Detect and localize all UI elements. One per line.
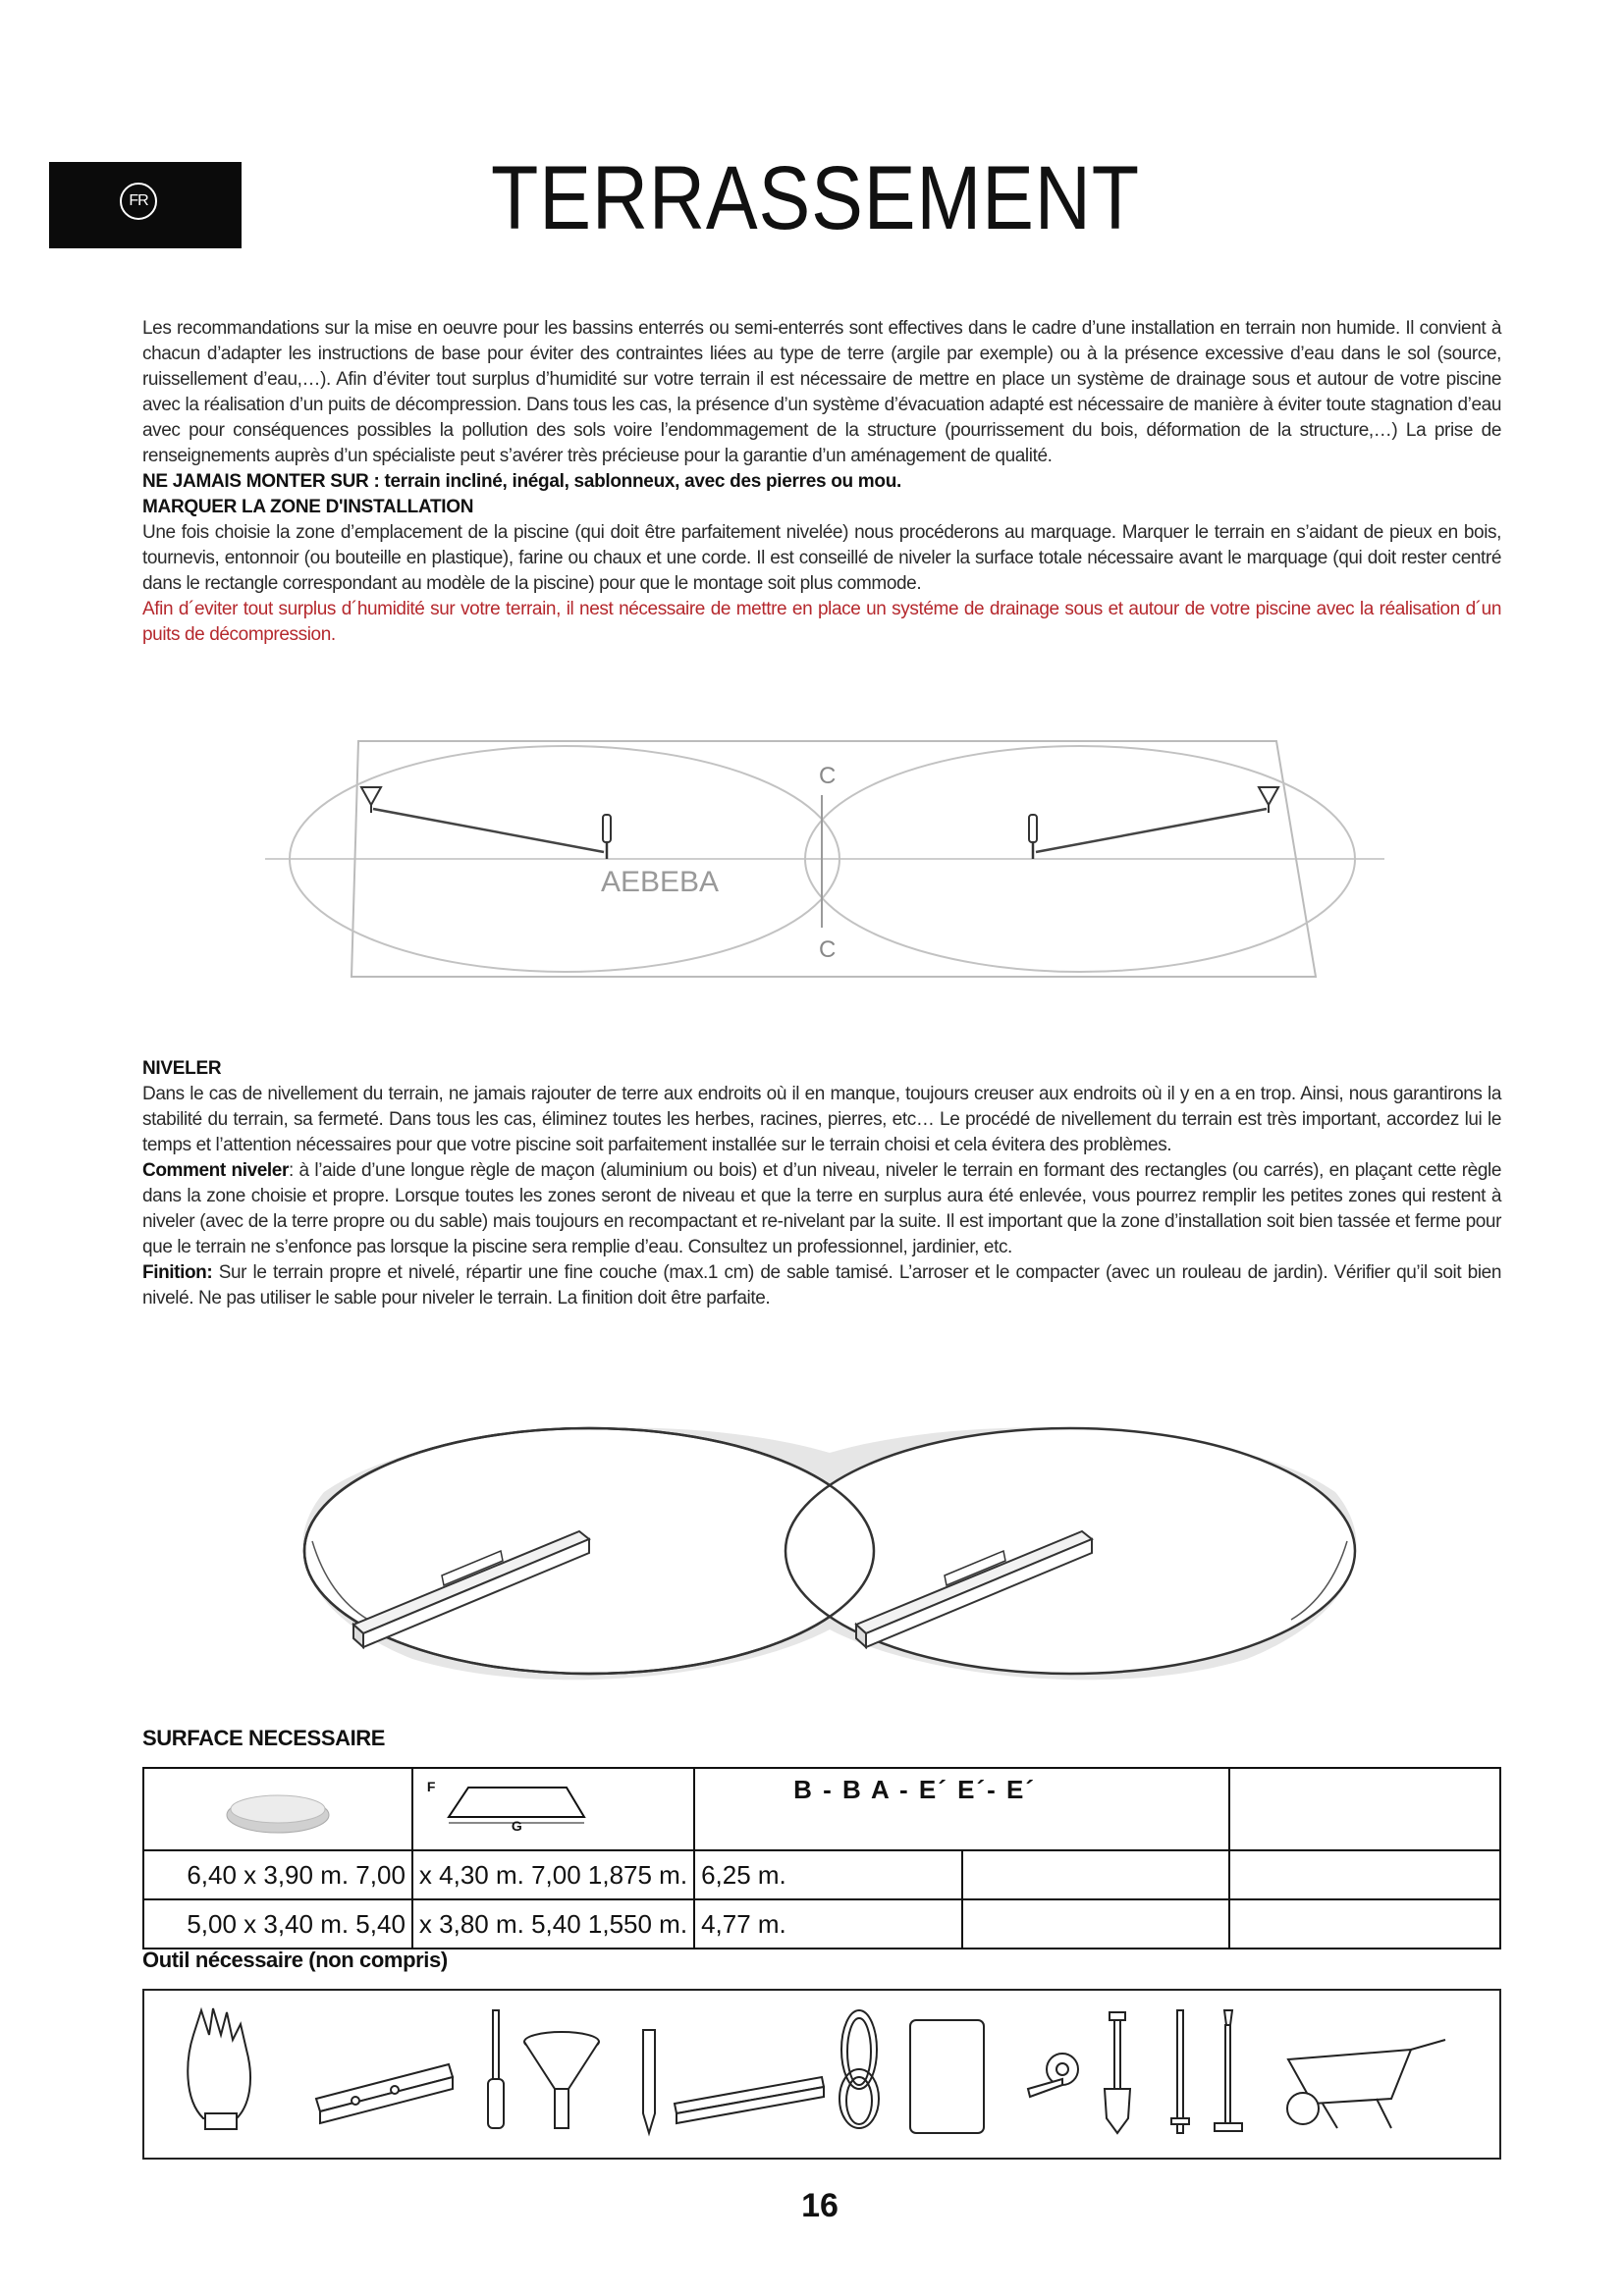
left-rope <box>373 809 604 852</box>
marking-diagram <box>255 726 1394 991</box>
row2-col1: 5,00 x 3,40 m. 5,40 <box>143 1899 412 1949</box>
table-row <box>143 1899 1500 1949</box>
finition-label: Finition: <box>142 1262 213 1283</box>
screwdriver-icon <box>488 2010 504 2128</box>
finition-paragraph <box>142 1260 1501 1311</box>
tape-measure-icon <box>1028 2054 1078 2097</box>
label-g: G <box>511 1818 522 1834</box>
row1-col5 <box>1229 1850 1500 1899</box>
label-f: F <box>426 1779 436 1794</box>
funnel-icon <box>524 2032 599 2128</box>
tools-title: Outil nécessaire (non compris) <box>142 1948 448 1972</box>
column-header: B - B A - E´ E´- E´ <box>694 1768 1229 1850</box>
niveler-title: NIVELER <box>142 1058 222 1079</box>
comment-label: Comment niveler <box>142 1160 289 1181</box>
wheelbarrow-icon <box>1287 2040 1445 2128</box>
row1-col3: 6,25 m. <box>694 1850 962 1899</box>
ruler-icon <box>675 2077 824 2123</box>
shovel-icon <box>1105 2012 1130 2133</box>
rake-icon <box>1215 2010 1242 2131</box>
level-icon <box>316 2064 453 2123</box>
language-badge: FR <box>120 183 157 220</box>
sand-bag-icon <box>910 2020 984 2133</box>
row2-col3: 4,77 m. <box>694 1899 962 1949</box>
empty-header-cell <box>1229 1768 1500 1850</box>
rope-icon <box>839 2010 879 2128</box>
surface-table <box>142 1767 1501 1949</box>
comment-text: : à l’aide d’une longue règle de maçon (aluminium ou bois) et d’un niveau, niveler le terrain en formant des rectangles (ou carrés), en plaçant cette règle dans la zone choisie et propre. Lorsque toutes les zones seront de niveau et que la terre en surplus aura été enlevée, vous pourrez remplir les petites zones qui restent à niveler (avec de la terre propre ou du sable) mais toujours en recompactant et re-nivelant par la suite. Il est important que la zone d’installation soit bien tassée et ferme pour que le terrain ne s’enfonce pas lorsque la piscine sera remplie d’eau. Consultez un professionnel, jardinier, etc. <box>142 1160 1501 1257</box>
page-number: 16 <box>801 2187 839 2224</box>
intro-paragraph: Les recommandations sur la mise en oeuvre pour les bassins enterrés ou semi-enterrés sont effectives dans le cadre d’une installation en terrain non humide. Il convient à chacun d’adapter les instructions de base pour éviter des contraintes liées au type de terre (argile par exemple) ou à la présence excessive d’eau dans le sol (source, ruissellement d’eau,…). Afin d’éviter tout surplus d’humidité sur votre terrain il est nécessaire de mettre en place un système de drainage sous et autour de votre piscine avec la réalisation d’un puits de décompression. Dans tous les cas, la présence d’un système d’évacuation adapté est nécessaire de manière à éviter toute stagnation d’eau avec pour conséquences possibles la pollution des sols voire l’endommagement de la structure (pourrissement du bois, déformation de la structure,…) La prise de renseignements auprès d’un spécialiste peut s’avérer très précieuse pour la garantie d’un aménagement de qualité. <box>142 318 1501 466</box>
label-c-top: C <box>819 763 837 789</box>
niveler-paragraph: Dans le cas de nivellement du terrain, ne jamais rajouter de terre aux endroits où il en manque, toujours creuser aux endroits où il y en a en trop. Ainsi, nous garantirons la stabilité du terrain, sa fermeté. Dans tous les cas, éliminez toutes les herbes, racines, pierres, etc… Le procédé de nivellement du terrain est très important, accordez lui le temps et l’attention nécessaires pour que votre piscine soit parfaitement installée sur le terrain choisi et cela évitera des problèmes. <box>142 1084 1501 1155</box>
table-row <box>143 1850 1500 1899</box>
stake-icon <box>643 2030 655 2133</box>
row2-col4 <box>962 1899 1229 1949</box>
comment-paragraph <box>142 1158 1501 1260</box>
row1-col4 <box>962 1850 1229 1899</box>
leveling-diagram <box>285 1414 1375 1688</box>
pool-shape-icon <box>219 1788 337 1837</box>
row1-col2: x 4,30 m. 7,00 1,875 m. <box>412 1850 694 1899</box>
row2-col2: x 3,80 m. 5,40 1,550 m. <box>412 1899 694 1949</box>
tools-panel <box>142 1989 1501 2160</box>
gloves-icon <box>188 2008 250 2129</box>
marquer-paragraph: Une fois choisie la zone d’emplacement de la piscine (qui doit être parfaitement nivelée) nous procéderons au marquage. Marquer le terrain en s’aidant de pieux en bois, tournevis, entonnoir (ou bouteille en plastique), farine ou chaux et une corde. Il est conseillé de niveler la surface totale nécessaire avant le marquage (qui doit rester centré dans le rectangle correspondant au modèle de la piscine) pour que le montage soit plus commode. <box>142 522 1501 594</box>
left-screwdriver <box>603 815 611 859</box>
marquer-title: MARQUER LA ZONE D'INSTALLATION <box>142 497 474 517</box>
drainage-note: Afin d´eviter tout surplus d´humidité sur votre terrain, il nest nécessaire de mettre en place un systéme de drainage sous et autour de votre piscine avec la réalisation d´un puits de décompression. <box>142 599 1501 645</box>
label-points: AEBEBA <box>601 866 720 898</box>
warning-line: NE JAMAIS MONTER SUR : terrain incliné, inégal, sablonneux, avec des pierres ou mou. <box>142 471 901 492</box>
dimension-shape-cell <box>412 1768 694 1850</box>
table-header-row <box>143 1768 1500 1850</box>
pool-shape-cell <box>143 1768 412 1850</box>
finition-text: Sur le terrain propre et nivelé, répartir une fine couche (max.1 cm) de sable tamisé. L’arroser et le compacter (avec un rouleau de jardin). Vérifier qu’il soit bien nivelé. Ne pas utiliser le sable pour niveler le terrain. La finition doit être parfaite. <box>142 1262 1501 1308</box>
row1-col1: 6,40 x 3,90 m. 7,00 <box>143 1850 412 1899</box>
right-rope <box>1036 809 1267 852</box>
right-screwdriver <box>1029 815 1037 859</box>
pickaxe-icon <box>1171 2010 1189 2133</box>
label-c-bottom: C <box>819 936 837 963</box>
row2-col5 <box>1229 1899 1500 1949</box>
page-title: TERRASSEMENT <box>491 148 1140 248</box>
tools-illustration <box>144 1991 1499 2158</box>
surface-title: SURFACE NECESSAIRE <box>142 1726 386 1750</box>
